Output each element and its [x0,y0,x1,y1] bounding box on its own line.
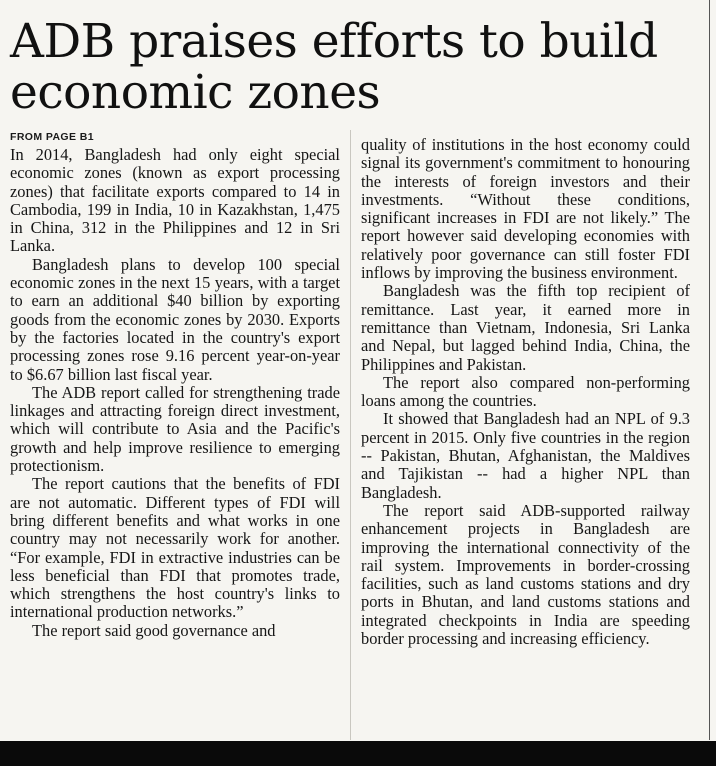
paragraph: Bangladesh plans to develop 100 special economic zones in the next 15 years, with a target to earn an additional $40 billion by exporting goods from the economic zones by 2030. Exports by the factories located in the country's export processing zones rose 9.16 percent year-on-year to $6.67 billion last fiscal year. [10,254,340,384]
paragraph: quality of institutions in the host economy could signal its government's commitment to honouring the interests of foreign investors and their investments. “Without these conditions, significant increases in FDI are not likely.” The report however said developing economies with relatively poor governance can still foster FDI inflows by improving the business environment. [361,135,690,283]
paragraph: The report cautions that the benefits of FDI are not automatic. Different types of FDI will bring different benefits and what works in one country may not necessarily work for another. “For example, FDI in extractive industries can be less beneficial than FDI that promotes trade, which strengthens the host country's links to international production networks.” [10,474,340,622]
left-column [10,130,340,640]
paragraph: The report said good governance and [32,620,276,640]
paragraph: The report said ADB-supported railway enhancement projects in Bangladesh are improving the international connectivity of the rail system. Improvements in border-crossing facilities, such as land customs stations and dry ports in Bhutan, and land customs stations and integrated checkpoints in India are speeding border processing and increasing efficiency. [361,500,690,649]
right-column [361,136,690,648]
bottom-black-bar [0,741,716,766]
column-divider [350,130,351,740]
paragraph: The ADB report called for strengthening trade linkages and attracting foreign direct investment, which will contribute to Asia and the Pacific's growth and help improve resilience to emerging protectionism. [10,382,340,476]
paragraph: In 2014, Bangladesh had only eight special economic zones (known as export processing zones) that facilitate exports compared to 14 in Cambodia, 199 in India, 10 in Kazakhstan, 1,475 in China, 312 in the Philippines and 12 in Sri Lanka. [10,145,340,256]
continued-from-label: FROM PAGE B1 [10,131,94,143]
paragraph: It showed that Bangladesh had an NPL of 9.3 percent in 2015. Only five countries in the region -- Pakistan, Bhutan, Afghanistan, the Maldives and Tajikistan -- had a higher NPL than Bangladesh. [361,409,690,502]
page-edge-rule [709,0,710,740]
paragraph: The report also compared non-performing loans among the countries. [361,372,690,411]
paragraph: Bangladesh was the fifth top recipient of remittance. Last year, it earned more in remittance than Vietnam, Indonesia, Sri Lanka and Nepal, but lagged behind India, China, the Philippines and Pakistan. [361,281,690,374]
article-headline: ADB praises efforts to build economic zones [10,14,658,120]
